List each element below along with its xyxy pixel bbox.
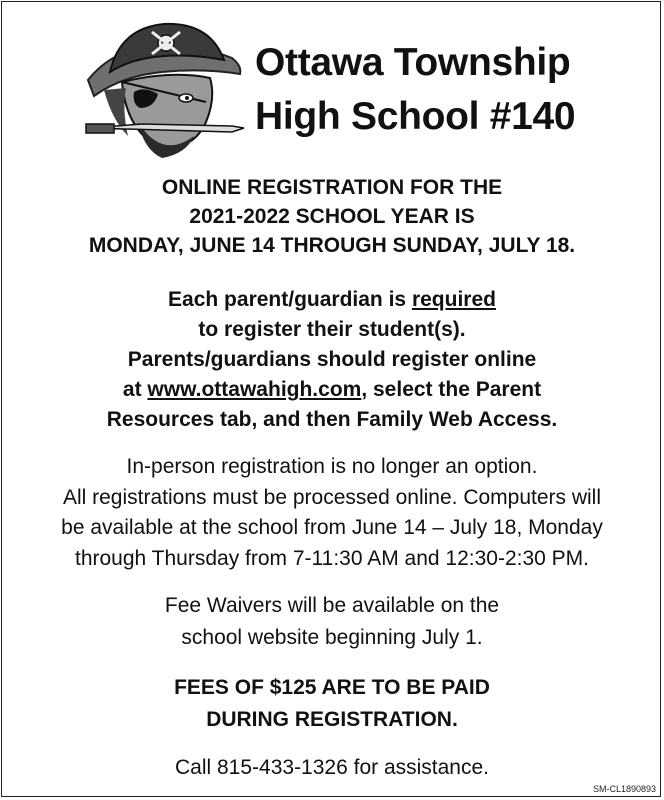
registration-dates-line3: MONDAY, JUNE 14 THROUGH SUNDAY, JULY 18. [88,234,576,257]
fee-waivers-line2: school website beginning July 1. [181,626,483,649]
registration-dates-block [0,173,664,260]
in-person-line4: through Thursday from 7-11:30 AM and 12:30-2:30 PM. [74,546,590,570]
fees-line2: DURING REGISTRATION. [206,708,458,731]
in-person-line1: In-person registration is no longer an option. [126,455,538,478]
in-person-line3: be available at the school from June 14 – July 18, Monday [61,516,603,539]
in-person-block [0,452,664,574]
contact-block [0,752,664,784]
instructions-block [0,285,664,435]
fee-waivers-line1: Fee Waivers will be available on the [164,594,500,617]
required-emphasis: required [411,288,496,311]
instructions-line4: at www.ottawahigh.com, select the Parent [122,378,542,401]
registration-dates-line1: ONLINE REGISTRATION FOR THE [161,176,503,199]
registration-dates-line2: 2021-2022 SCHOOL YEAR IS [189,205,475,228]
fee-waivers-block [0,590,664,654]
pirate-mascot-logo [82,10,247,165]
school-name [255,36,575,144]
in-person-line2: All registrations must be processed online. Computers will [62,485,602,509]
instructions-line3: Parents/guardians should register online [127,348,537,371]
fees-block [0,672,664,736]
school-name-line1: Ottawa Township [255,41,571,84]
instructions-line1: Each parent/guardian is required [168,288,496,311]
school-name-line2: High School #140 [255,95,576,138]
fees-line1: FEES OF $125 ARE TO BE PAID [174,676,490,699]
instructions-line5: Resources tab, and then Family Web Access. [106,408,558,431]
website-link[interactable]: www.ottawahigh.com [147,378,362,401]
contact-line: Call 815-433-1326 for assistance. [174,756,489,779]
instructions-line2: to register their student(s). [198,318,466,341]
ad-code: SM-CL1890893 [592,784,656,794]
